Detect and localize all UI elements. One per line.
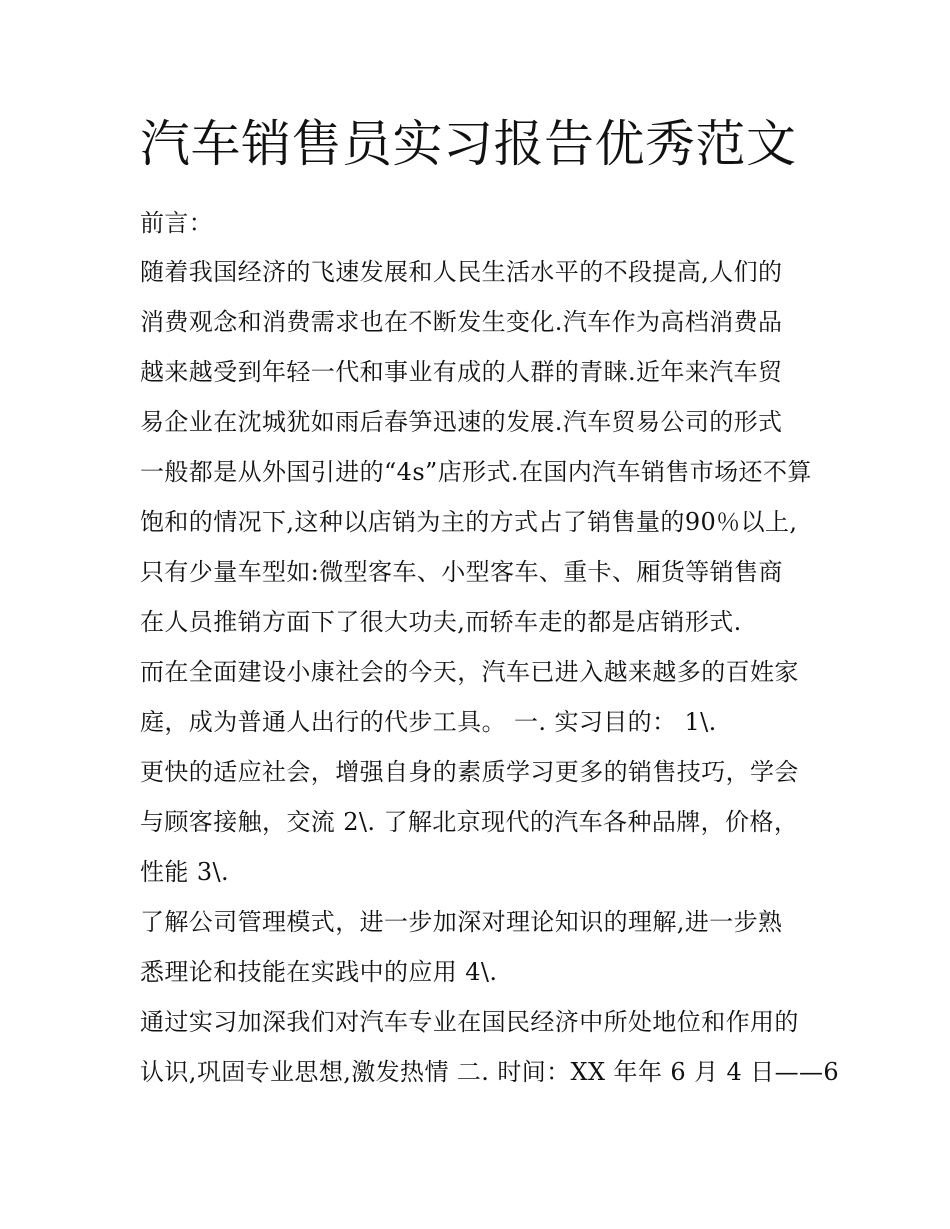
text-line: 通过实习加深我们对汽车专业在国民经济中所处地位和作用的 (140, 1008, 799, 1036)
text-line: 庭，成为普通人出行的代步工具。 一. 实习目的： 1\. (140, 708, 717, 736)
text-line: 饱和的情况下,这种以店销为主的方式占了销售量的90％以上, (140, 508, 798, 536)
text-line: 了解公司管理模式，进一步加深对理论知识的理解,进一步熟 (140, 908, 783, 936)
text-line: 前言： (140, 209, 214, 237)
text-line: 认识,巩固专业思想,激发热情 二. 时间：XX 年年 6 月 4 日——6 (140, 1058, 840, 1086)
text-line: 随着我国经济的飞速发展和人民生活水平的不段提高,人们的 (140, 258, 783, 286)
text-line: 一般都是从外国引进的“4s”店形式.在国内汽车销售市场还不算 (140, 458, 812, 486)
text-line: 性能 3\. (140, 858, 230, 886)
text-line: 更快的适应社会，增强自身的素质学习更多的销售技巧，学会 (140, 758, 799, 786)
text-line: 而在全面建设小康社会的今天，汽车已进入越来越多的百姓家 (140, 658, 799, 686)
text-line: 在人员推销方面下了很大功夫,而轿车走的都是店销形式. (140, 608, 742, 636)
text-line: 越来越受到年轻一代和事业有成的人群的青睐.近年来汽车贸 (140, 358, 783, 386)
text-line: 只有少量车型如:微型客车、小型客车、重卡、厢货等销售商 (140, 558, 783, 586)
document-title: 汽车销售员实习报告优秀范文 (140, 115, 797, 173)
text-line: 易企业在沈城犹如雨后春笋迅速的发展.汽车贸易公司的形式 (140, 408, 783, 436)
text-line: 悉理论和技能在实践中的应用 4\. (140, 958, 498, 986)
text-line: 消费观念和消费需求也在不断发生变化.汽车作为高档消费品 (140, 308, 783, 336)
text-line: 与顾客接触，交流 2\. 了解北京现代的汽车各种品牌，价格， (140, 808, 799, 836)
